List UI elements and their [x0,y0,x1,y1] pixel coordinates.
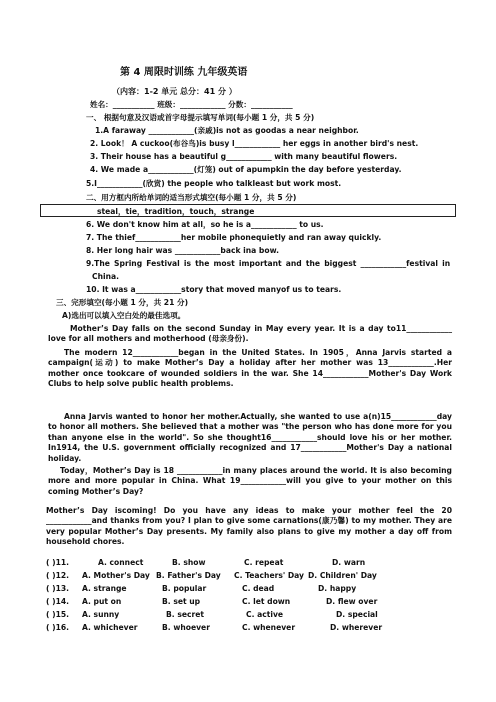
word-box [40,204,456,217]
option-d: D. flew over [326,597,378,606]
student-info-line: 姓名：___________ 班级：____________ 分数：___________ [90,100,293,109]
option-d: D. special [336,610,378,619]
option-c: C. active [246,610,284,619]
option-d: D. wherever [330,623,383,632]
section2-item-6: 6. We don't know him at all，so he is a____________ to us. [86,220,324,229]
section2-item-8: 8. Her long hair was ____________back ina bow. [86,246,279,255]
passage-paragraph-3: Anna Jarvis wanted to honor her mother.Actually, she wanted to use a(n)15____________day to honor all mothers. She believed that a mother was "the person who has done more for you than anyone else in the world". So she thought16____________should love his or her mother. In1914, the U.S. government officially recognized and 17____________Mother's Day a national holiday. [48,412,452,463]
section1-item-1: 1.A faraway ____________(亲戚)is not as goodas a near neighbor. [95,126,359,135]
worksheet-title: 第 4 周限时训练 九年级英语 [120,67,248,78]
section1-heading: 一、 根据句意及汉语或首字母提示填写单词(每小题 1 分，共 5 分) [86,113,315,122]
question-number: ( )15. [46,610,70,619]
passage-paragraph-4: Today，Mother’s Day is 18 ____________in many places around the world. It is also becoming more and more popular in China. What 19____________will you give to your mother on this coming Mother’s Day? [48,466,452,496]
option-a: A. strange [82,584,127,593]
section1-item-4: 4. We made a____________(灯笼) out of apumpkin the day before yesterday. [90,165,402,174]
section3-subheading: A)选出可以填入空白处的最佳选项。 [62,311,186,320]
passage-paragraph-5: Mother’s Day iscoming! Do you have any ideas to make your mother feel the 20 ____________and thanks from you? I plan to give some carnations(康乃馨) to my mother. They are very popular Mother’s Day presents. My family also plans to give my mother a day off from household chores. [46,506,452,547]
section2-item-9: 9.The Spring Festival is the most important and the biggest ____________festival in [86,259,451,268]
section2-heading: 二、用方框内所给单词的适当形式填空(每小题 1 分，共 5 分) [86,193,297,202]
option-c: C. whenever [242,623,296,632]
word-box-words: steal，tie，tradition，touch，strange [97,207,255,216]
passage-paragraph-2: The modern 12____________began in the United States. In 1905，Anna Jarvis started a campaign(运动) to make Mother’s Day a holiday after her mother was 13____________.Her mother once tookcare of wounded soldiers in the war. She 14____________Mother's Day Work Clubs to help solve public health problems. [48,348,452,389]
question-number: ( )13. [46,584,70,593]
option-c: C. repeat [244,558,284,567]
section1-item-5: 5.I____________(欣赏) the people who talkleast but work most. [86,179,342,188]
question-number: ( )16. [46,623,70,632]
option-d: D. happy [318,584,357,593]
option-a: A. Mother's Day [82,571,150,580]
option-b: B. set up [162,597,201,606]
content-score-line: （内容：1-2 单元 总分：41 分 ） [112,87,237,96]
section2-item-7: 7. The thief____________her mobile phonequietly and ran away quickly. [86,233,382,242]
option-b: B. Father's Day [156,571,221,580]
option-d: D. Children' Day [308,571,377,580]
option-a: A. whichever [82,623,138,632]
question-number: ( )11. [46,558,70,567]
option-b: B. show [172,558,206,567]
option-a: A. sunny [82,610,120,619]
option-b: B. whoever [162,623,210,632]
section1-item-3: 3. Their house has a beautiful g____________ with many beautiful flowers. [90,152,398,161]
section2-item-9-cont: China. [92,272,119,281]
option-a: A. put on [82,597,122,606]
option-a: A. connect [98,558,144,567]
option-d: D. warn [332,558,366,567]
option-b: B. secret [166,610,205,619]
passage-paragraph-1: Mother’s Day falls on the second Sunday in May every year. It is a day to11____________ love for all mothers and motherhood (母亲身份). [48,324,452,344]
option-c: C. let down [242,597,291,606]
section3-heading: 三、完形填空(每小题 1 分，共 21 分) [56,298,189,307]
section1-item-2: 2. Look！ A cuckoo(布谷鸟)is busy l____________ her eggs in another bird's nest. [90,139,419,148]
option-b: B. popular [162,584,207,593]
option-c: C. dead [242,584,275,593]
question-number: ( )12. [46,571,70,580]
question-number: ( )14. [46,597,70,606]
option-c: C. Teachers' Day [234,571,304,580]
section2-item-10: 10. It was a____________story that moved manyof us to tears. [86,285,342,294]
